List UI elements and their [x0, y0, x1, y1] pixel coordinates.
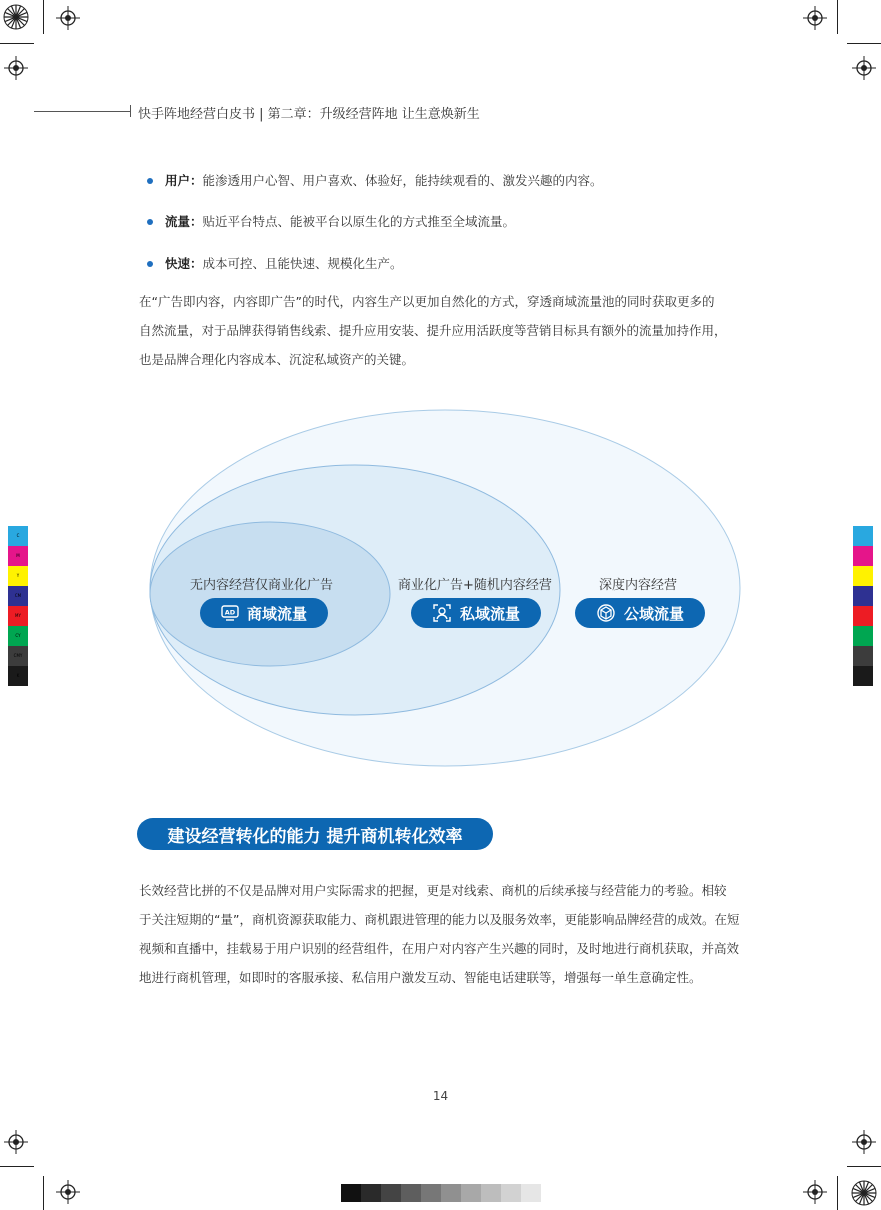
paragraph-line: 长效经营比拼的不仅是品牌对用户实际需求的把握，更是对线索、商机的后续承接与经营能力的考验。相较: [139, 883, 727, 898]
svg-text:AD: AD: [224, 608, 236, 617]
bullet-dot: [147, 178, 153, 184]
page-number: 14: [432, 1089, 449, 1103]
registration-mark-icon: [56, 1180, 80, 1204]
bullet-item-traffic: [147, 212, 515, 230]
bullet-item-speed: [147, 254, 403, 272]
public-traffic-badge: [575, 598, 705, 628]
bullet-text: 能渗透用户心智、用户喜欢、体验好，能持续观看的、激发兴趣的内容。: [202, 173, 603, 188]
grayscale-bar: [341, 1184, 541, 1202]
bullet-item-user: [147, 171, 603, 189]
registration-mark-icon: [56, 6, 80, 30]
registration-mark-icon: [4, 1130, 28, 1154]
trim-mark: [837, 0, 838, 34]
trim-mark: [0, 1166, 34, 1167]
bullet-dot: [147, 261, 153, 267]
cmyk-color-bar-right: [853, 526, 873, 686]
network-cube-icon: [596, 603, 616, 623]
registration-mark-icon: [4, 56, 28, 80]
private-traffic-label: 私域流量: [459, 604, 520, 623]
outer-caption: 深度内容经营: [599, 578, 678, 593]
print-starburst-mark: [3, 4, 29, 30]
bullet-text: 成本可控、且能快速、规模化生产。: [202, 256, 403, 271]
paragraph-line: 地进行商机管理，如即时的客服承接、私信用户激发互动、智能电话建联等，增强每一单生意确定性。: [139, 970, 702, 985]
trim-mark: [847, 43, 881, 44]
trim-mark: [0, 43, 34, 44]
bullet-label: 流量：: [165, 214, 203, 229]
registration-mark-icon: [852, 1130, 876, 1154]
middle-caption: 商业化广告+随机内容经营: [398, 578, 552, 593]
private-traffic-badge: [411, 598, 541, 628]
print-starburst-mark: [851, 1180, 877, 1206]
commercial-traffic-badge: [200, 598, 328, 628]
paragraph-line: 自然流量，对于品牌获得销售线索、提升应用安装、提升应用活跃度等营销目标具有额外的流量加持作用，: [139, 323, 727, 338]
public-traffic-label: 公域流量: [623, 604, 684, 623]
bullet-label: 快速：: [165, 256, 203, 271]
paragraph-line: 于关注短期的“量”，商机资源获取能力、商机跟进管理的能力以及服务效率，更能影响品牌经营的成效。在短: [139, 912, 740, 927]
running-header: 快手阵地经营白皮书 | 第二章：升级经营阵地 让生意焕新生: [138, 107, 480, 122]
trim-mark: [43, 0, 44, 34]
header-rule: [34, 111, 130, 112]
ellipse-commercial-domain: [150, 522, 390, 666]
header-rule-tick: [130, 105, 131, 117]
registration-mark-icon: [852, 56, 876, 80]
trim-mark: [847, 1166, 881, 1167]
bullet-dot: [147, 219, 153, 225]
body-paragraph: [139, 876, 751, 992]
paragraph-line: 视频和直播中，挂载易于用户识别的经营组件，在用户对内容产生兴趣的同时，及时地进行商机获取，并高效: [139, 941, 740, 956]
commercial-traffic-label: 商域流量: [246, 604, 307, 623]
section-heading: 建设经营转化的能力 提升商机转化效率: [137, 818, 493, 850]
registration-mark-icon: [803, 1180, 827, 1204]
trim-mark: [837, 1176, 838, 1210]
bullet-label: 用户：: [165, 173, 203, 188]
user-scan-icon: [432, 603, 452, 623]
paragraph-line: 也是品牌合理化内容成本、沉淀私域资产的关键。: [139, 352, 415, 367]
bullet-text: 贴近平台特点、能被平台以原生化的方式推至全域流量。: [202, 214, 516, 229]
traffic-nested-ellipse-diagram: [140, 405, 760, 775]
trim-mark: [43, 1176, 44, 1210]
cmyk-color-bar-left: C M Y CM MY CY CMY K: [8, 526, 28, 686]
paragraph-line: 在“广告即内容，内容即广告”的时代，内容生产以更加自然化的方式，穿透商域流量池的同时获取更多的: [139, 294, 715, 309]
inner-caption: 无内容经营仅商业化广告: [190, 578, 334, 593]
ad-screen-icon: [221, 605, 239, 621]
registration-mark-icon: [803, 6, 827, 30]
intro-paragraph: [139, 287, 751, 374]
